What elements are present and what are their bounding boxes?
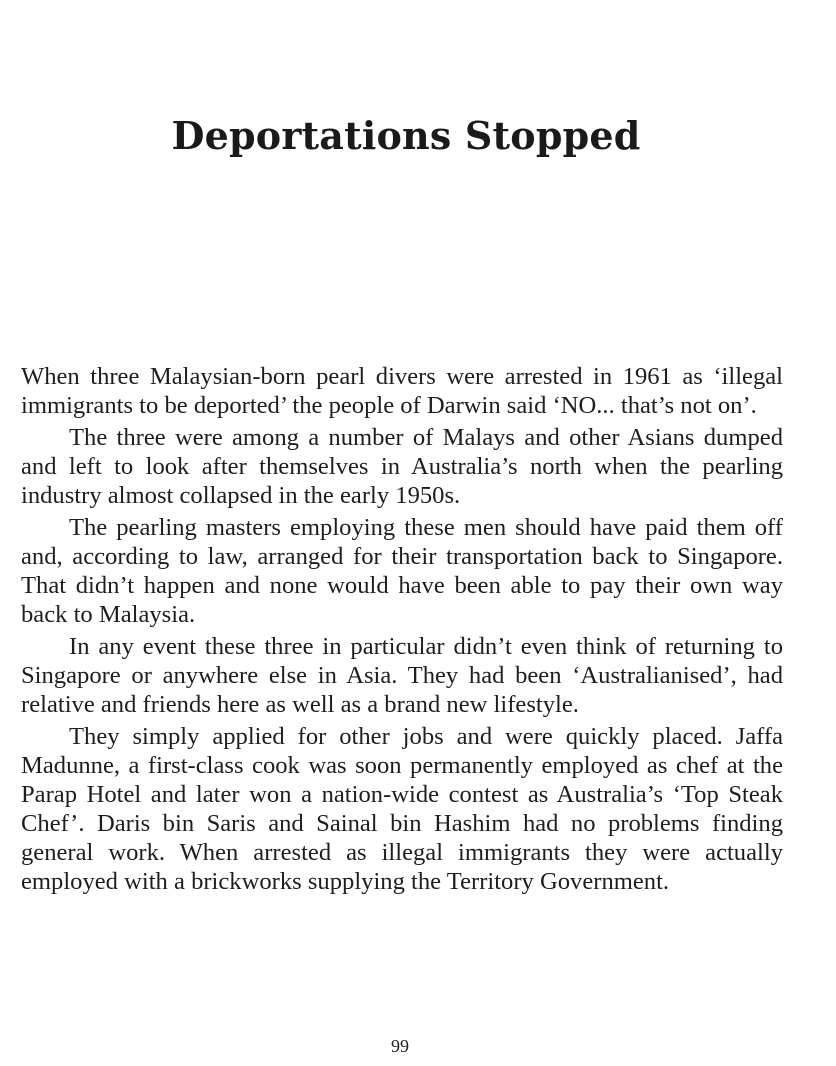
paragraph: The three were among a number of Malays and other Asians dumped and left to look after themselves in Australia’s north when the pearling industry almost collapsed in the early 1950s. bbox=[21, 424, 783, 509]
paragraph: When three Malaysian-born pearl divers were arrested in 1961 as ‘illegal immigrants to be deported’ the people of Darwin said ‘NO... that’s not on’. bbox=[21, 363, 783, 419]
paragraph: In any event these three in particular didn’t even think of returning to Singapore or anywhere else in Asia. They had been ‘Australianised’, had relative and friends here as well as a brand new lifestyle. bbox=[21, 633, 783, 718]
page-number: 99 bbox=[391, 1036, 409, 1056]
body-text bbox=[21, 362, 783, 899]
paragraph: They simply applied for other jobs and were quickly placed. Jaffa Madunne, a first-class cook was soon permanently employed as chef at the Parap Hotel and later won a nation-wide contest as Australia’s ‘Top Steak Chef’. Daris bin Saris and Sainal bin Hashim had no problems finding general work. When arrested as illegal immigrants they were actually employed with a brickworks supplying the Territory Government. bbox=[21, 723, 783, 895]
chapter-title: Deportations Stopped bbox=[171, 113, 641, 158]
paragraph: The pearling masters employing these men should have paid them off and, according to law, arranged for their transportation back to Singapore. That didn’t happen and none would have been able to pay their own way back to Malaysia. bbox=[21, 514, 783, 628]
